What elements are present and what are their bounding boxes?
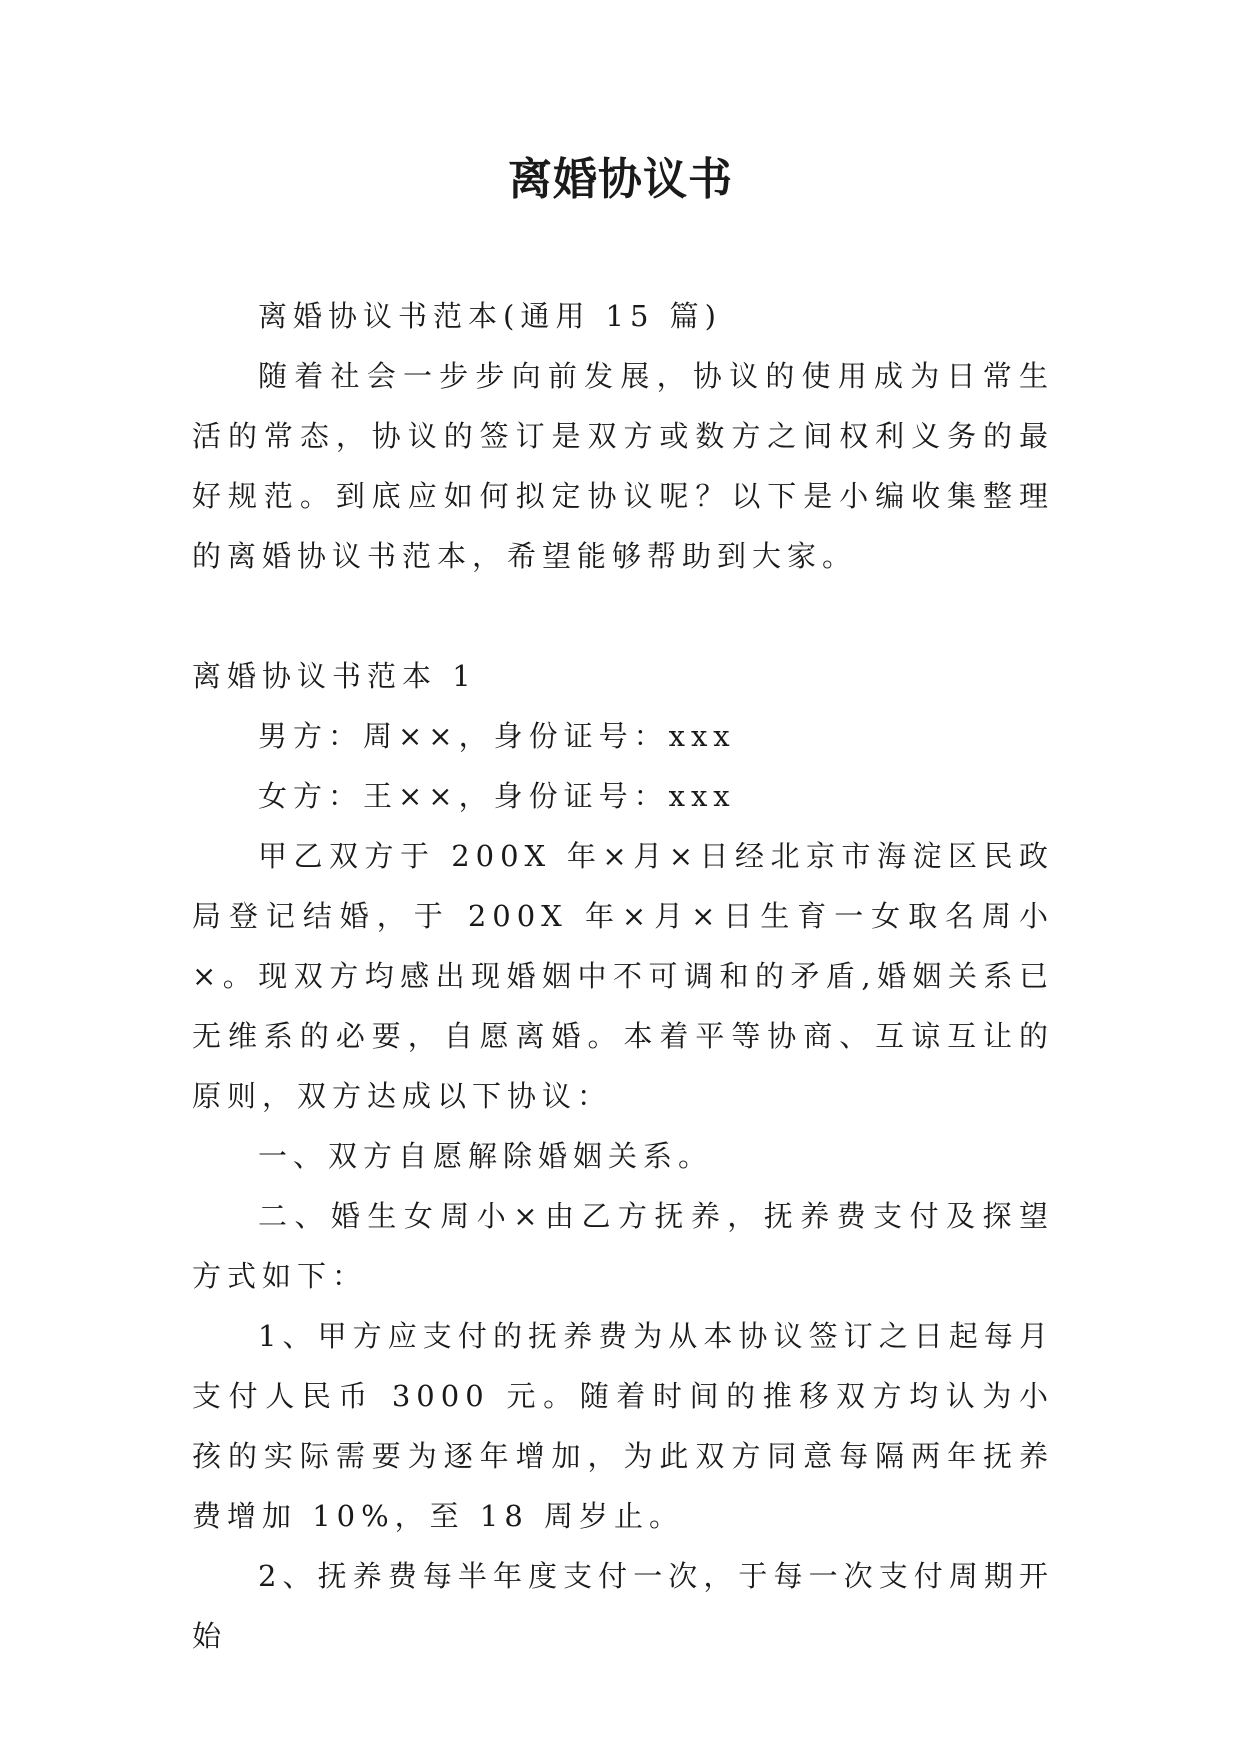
document-body [192, 286, 1054, 1666]
female-party-line: 女方：王××，身份证号：xxx [258, 779, 736, 813]
section-heading: 离婚协议书范本 1 [192, 659, 477, 693]
document-title: 离婚协议书 [508, 154, 733, 205]
subtitle-paragraph: 离婚协议书范本(通用 15 篇) [258, 299, 722, 333]
intro-paragraph: 随着社会一步步向前发展，协议的使用成为日常生活的常态，协议的签订是双方或数方之间权利义务的最好规范。到底应如何拟定协议呢？以下是小编收集整理的离婚协议书范本，希望能够帮助到大家。 [192, 359, 1054, 573]
marriage-background-paragraph: 甲乙双方于 200X 年×月×日经北京市海淀区民政局登记结婚，于 200X 年×月×日生育一女取名周小×。现双方均感出现婚姻中不可调和的矛盾,婚姻关系已无维系的必要，自愿离婚。本着平等协商、互谅互让的原则，双方达成以下协议： [192, 839, 1054, 1113]
male-party-line: 男方：周××，身份证号：xxx [258, 719, 736, 753]
clause-two: 二、婚生女周小×由乙方抚养，抚养费支付及探望方式如下： [192, 1199, 1054, 1293]
clause-two-item-2: 2、抚养费每半年度支付一次，于每一次支付周期开始 [192, 1559, 1054, 1653]
clause-one: 一、双方自愿解除婚姻关系。 [258, 1139, 714, 1173]
clause-two-item-1: 1、甲方应支付的抚养费为从本协议签订之日起每月支付人民币 3000 元。随着时间的推移双方均认为小孩的实际需要为逐年增加，为此双方同意每隔两年抚养费增加 10%，至 18 周岁止。 [192, 1319, 1054, 1533]
